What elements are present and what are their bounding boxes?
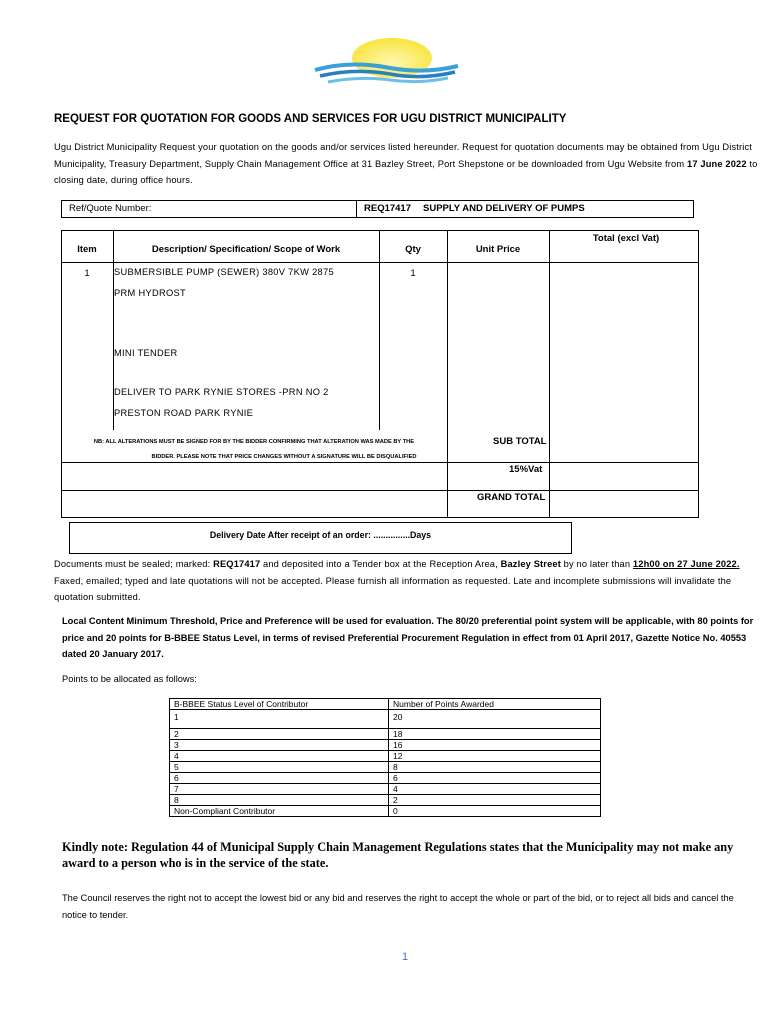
municipality-logo [310,36,462,88]
kindly-note: Kindly note: Regulation 44 of Municipal Supply Chain Management Regulations states that the Municipality may not make any award to a person who is in the service of the state. [62,840,734,870]
page-number: 1 [402,951,409,963]
header-unit-price: Unit Price [475,244,521,255]
table-row [170,710,601,729]
points-cell: 4 [389,784,601,795]
ref-label: Ref/Quote Number: [69,203,152,214]
council-paragraph: The Council reserves the right not to accept the lowest bid or any bid and reserves the right to accept the whole or part of the bid, or to reject all bids and cancel the notice to tender. [62,893,734,920]
intro-paragraph: Ugu District Municipality Request your quotation on the goods and/or services listed hereunder. Request for quotation documents may be obtained from Ugu District Municipality, Treasury Department, Supply Chain Management Office at 31 Bazley Street, Port Shepstone or be downloaded from Ugu Website from 17 June 2022 to closing date, during office hours. [54,142,758,185]
table-row [170,762,601,773]
points-header-awarded: Number of Points Awarded [389,699,601,710]
table-row [170,795,601,806]
points-cell: 16 [389,740,601,751]
delivery-date-box: Delivery Date After receipt of an order: ...............Days [69,522,572,554]
ref-quote-box [61,200,694,218]
table-row [170,729,601,740]
level-cell: 7 [170,784,389,795]
table-row [170,806,601,817]
table-row [170,740,601,751]
level-cell: 6 [170,773,389,784]
row-qty: 1 [410,268,416,279]
description-line: SUBMERSIBLE PUMP (SEWER) 380V 7KW 2875 [114,267,334,277]
level-cell: 2 [170,729,389,740]
level-cell: 4 [170,751,389,762]
points-cell: 6 [389,773,601,784]
table-row [170,784,601,795]
table-row [170,751,601,762]
points-intro: Points to be allocated as follows: [62,674,197,684]
nb-price-note: BIDDER. PLEASE NOTE THAT PRICE CHANGES WITHOUT A SIGNATURE WILL BE DISQUALIFIED [151,454,417,460]
table-row [170,773,601,784]
header-qty: Qty [405,244,421,255]
ref-number: REQ17417 [364,203,412,214]
sealed-instructions: Documents must be sealed; marked: REQ17417 and deposited into a Tender box at the Reception Area, Bazley Street by no later than 12h00 on 27 June 2022. Faxed, emailed; typed and late quotations will not be accepted. Please furnish all information as requested. Late and incomplete submissions will invalidate the quotation submitted. [54,559,740,602]
level-cell: 3 [170,740,389,751]
points-cell: 0 [389,806,601,817]
description-line: MINI TENDER [114,348,178,358]
table-row [170,699,601,710]
level-cell: 5 [170,762,389,773]
row-item: 1 [84,268,90,279]
page-title: REQUEST FOR QUOTATION FOR GOODS AND SERVICES FOR UGU DISTRICT MUNICIPALITY [54,113,567,125]
vat-label: 15%Vat [509,464,543,475]
level-cell: Non-Compliant Contributor [170,806,389,817]
level-cell: 8 [170,795,389,806]
points-table [169,698,601,817]
header-description: Description/ Specification/ Scope of Work [151,244,341,255]
sub-total-label: SUB TOTAL [493,436,547,447]
points-header-level: B-BBEE Status Level of Contributor [170,699,389,710]
header-total: Total (excl Vat) [592,233,660,244]
level-cell: 1 [170,710,389,729]
ref-description: SUPPLY AND DELIVERY OF PUMPS [423,203,585,214]
description-line: DELIVER TO PARK RYNIE STORES -PRN NO 2 [114,387,329,397]
description-line: PRESTON ROAD PARK RYNIE [114,408,254,418]
points-cell: 18 [389,729,601,740]
header-item: Item [77,244,97,255]
grand-total-label: GRAND TOTAL [477,492,546,503]
nb-alterations-note: NB: ALL ALTERATIONS MUST BE SIGNED FOR BY THE BIDDER CONFIRMING THAT ALTERATION WAS MADE BY THE [93,439,415,445]
points-cell: 8 [389,762,601,773]
quotation-table [61,230,699,518]
points-cell: 12 [389,751,601,762]
points-cell: 2 [389,795,601,806]
points-cell: 20 [389,710,601,729]
local-content-paragraph: Local Content Minimum Threshold, Price and Preference will be used for evaluation. The 80/20 preferential point system will be applicable, with 80 points for price and 20 points for B-BBEE Status Level, in terms of revised Preferential Procurement Regulation in effect from 01 April 2017, Gazette Notice No. 40553 dated 20 January 2017. [62,616,754,659]
description-line: PRM HYDROST [114,288,186,298]
